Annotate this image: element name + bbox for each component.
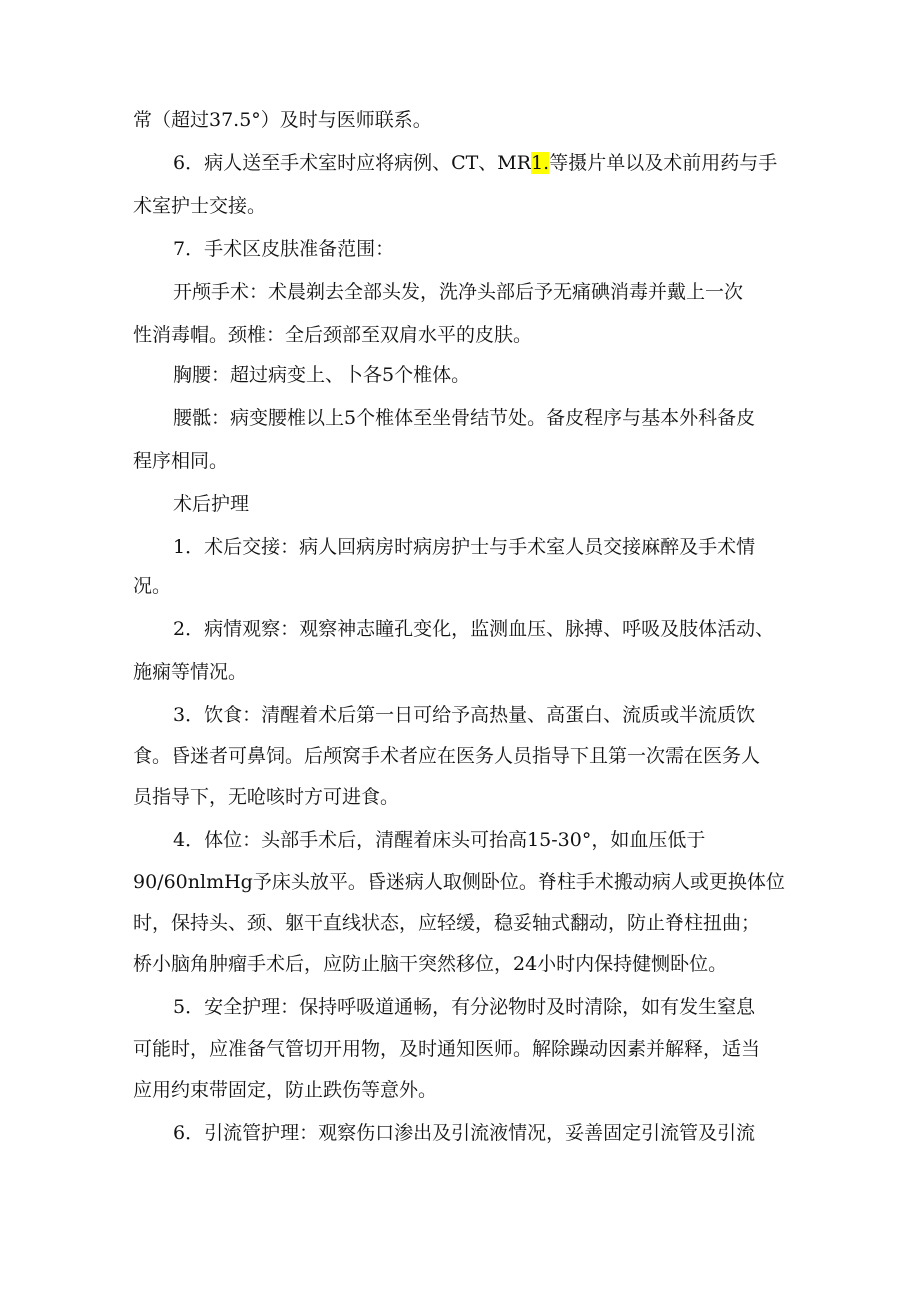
section-heading: 7．手术区皮肤准备范围： [173, 238, 395, 260]
text-line: 开颅手术：术晨剃去全部头发，洗净头部后予无痛碘消毒并戴上一次 [173, 281, 744, 303]
text-line: 施痫等情况。 [133, 661, 248, 683]
text-line: 5．安全护理：保持呼吸道通畅，有分泌物时及时清除，如有发生窒息 [173, 996, 756, 1018]
text-line: 员指导下，无呛咳时方可进食。 [133, 786, 400, 808]
text-line: 胸腰：超过病变上、卜各5个椎体。 [173, 364, 471, 386]
text-segment: 6．病人送至手术室时应将病例、CT、MR [173, 152, 532, 174]
text-line [173, 151, 873, 175]
text-line: 常（超过37.5°）及时与医师联系。 [133, 109, 432, 131]
text-line: 食。昏迷者可鼻饲。后颅窝手术者应在医务人员指导下且第一次需在医务人 [133, 745, 761, 767]
text-line: 腰骶：病变腰椎以上5个椎体至坐骨结节处。备皮程序与基本外科备皮 [173, 407, 756, 429]
text-line: 可能时，应准备气管切开用物，及时通知医师。解除躁动因素并解释，适当 [133, 1038, 761, 1060]
text-line: 4．体位：头部手术后，清醒着床头可抬高15-30°，如血压低于 [173, 829, 706, 851]
text-line: 性消毒帽。颈椎：全后颈部至双肩水平的皮肤。 [133, 324, 533, 346]
text-line: 1．术后交接：病人回病房时病房护士与手术室人员交接麻醉及手术情 [173, 536, 756, 558]
highlighted-text: 1. [531, 152, 550, 174]
text-line: 6．引流管护理：观察伤口渗出及引流液情况，妥善固定引流管及引流 [173, 1122, 756, 1144]
text-segment: 等摄片单以及术前用药与手 [549, 152, 778, 174]
text-line: 时，保持头、颈、躯干直线状态，应轻缓，稳妥轴式翻动，防止脊柱扭曲； [133, 912, 761, 934]
text-line: 应用约束带固定，防止跌伤等意外。 [133, 1079, 438, 1101]
text-line: 桥小脑角肿瘤手术后，应防止脑干突然移位，24小时内保持健恻卧位。 [133, 953, 728, 975]
text-line: 90/60nlmHg予床头放平。昏迷病人取侧卧位。脊柱手术搬动病人或更换体位 [133, 871, 785, 893]
text-line: 2．病情观察：观察神志瞳孔变化，监测血压、脉搏、呼吸及肢体活动、 [173, 618, 775, 640]
text-line: 况。 [133, 575, 172, 597]
text-line: 程序相同。 [133, 450, 229, 472]
text-line: 3．饮食：清醒着术后第一日可给予高热量、高蛋白、流质或半流质饮 [173, 704, 756, 726]
section-heading: 术后护理 [173, 493, 250, 515]
text-line: 术室护士交接。 [133, 195, 267, 217]
